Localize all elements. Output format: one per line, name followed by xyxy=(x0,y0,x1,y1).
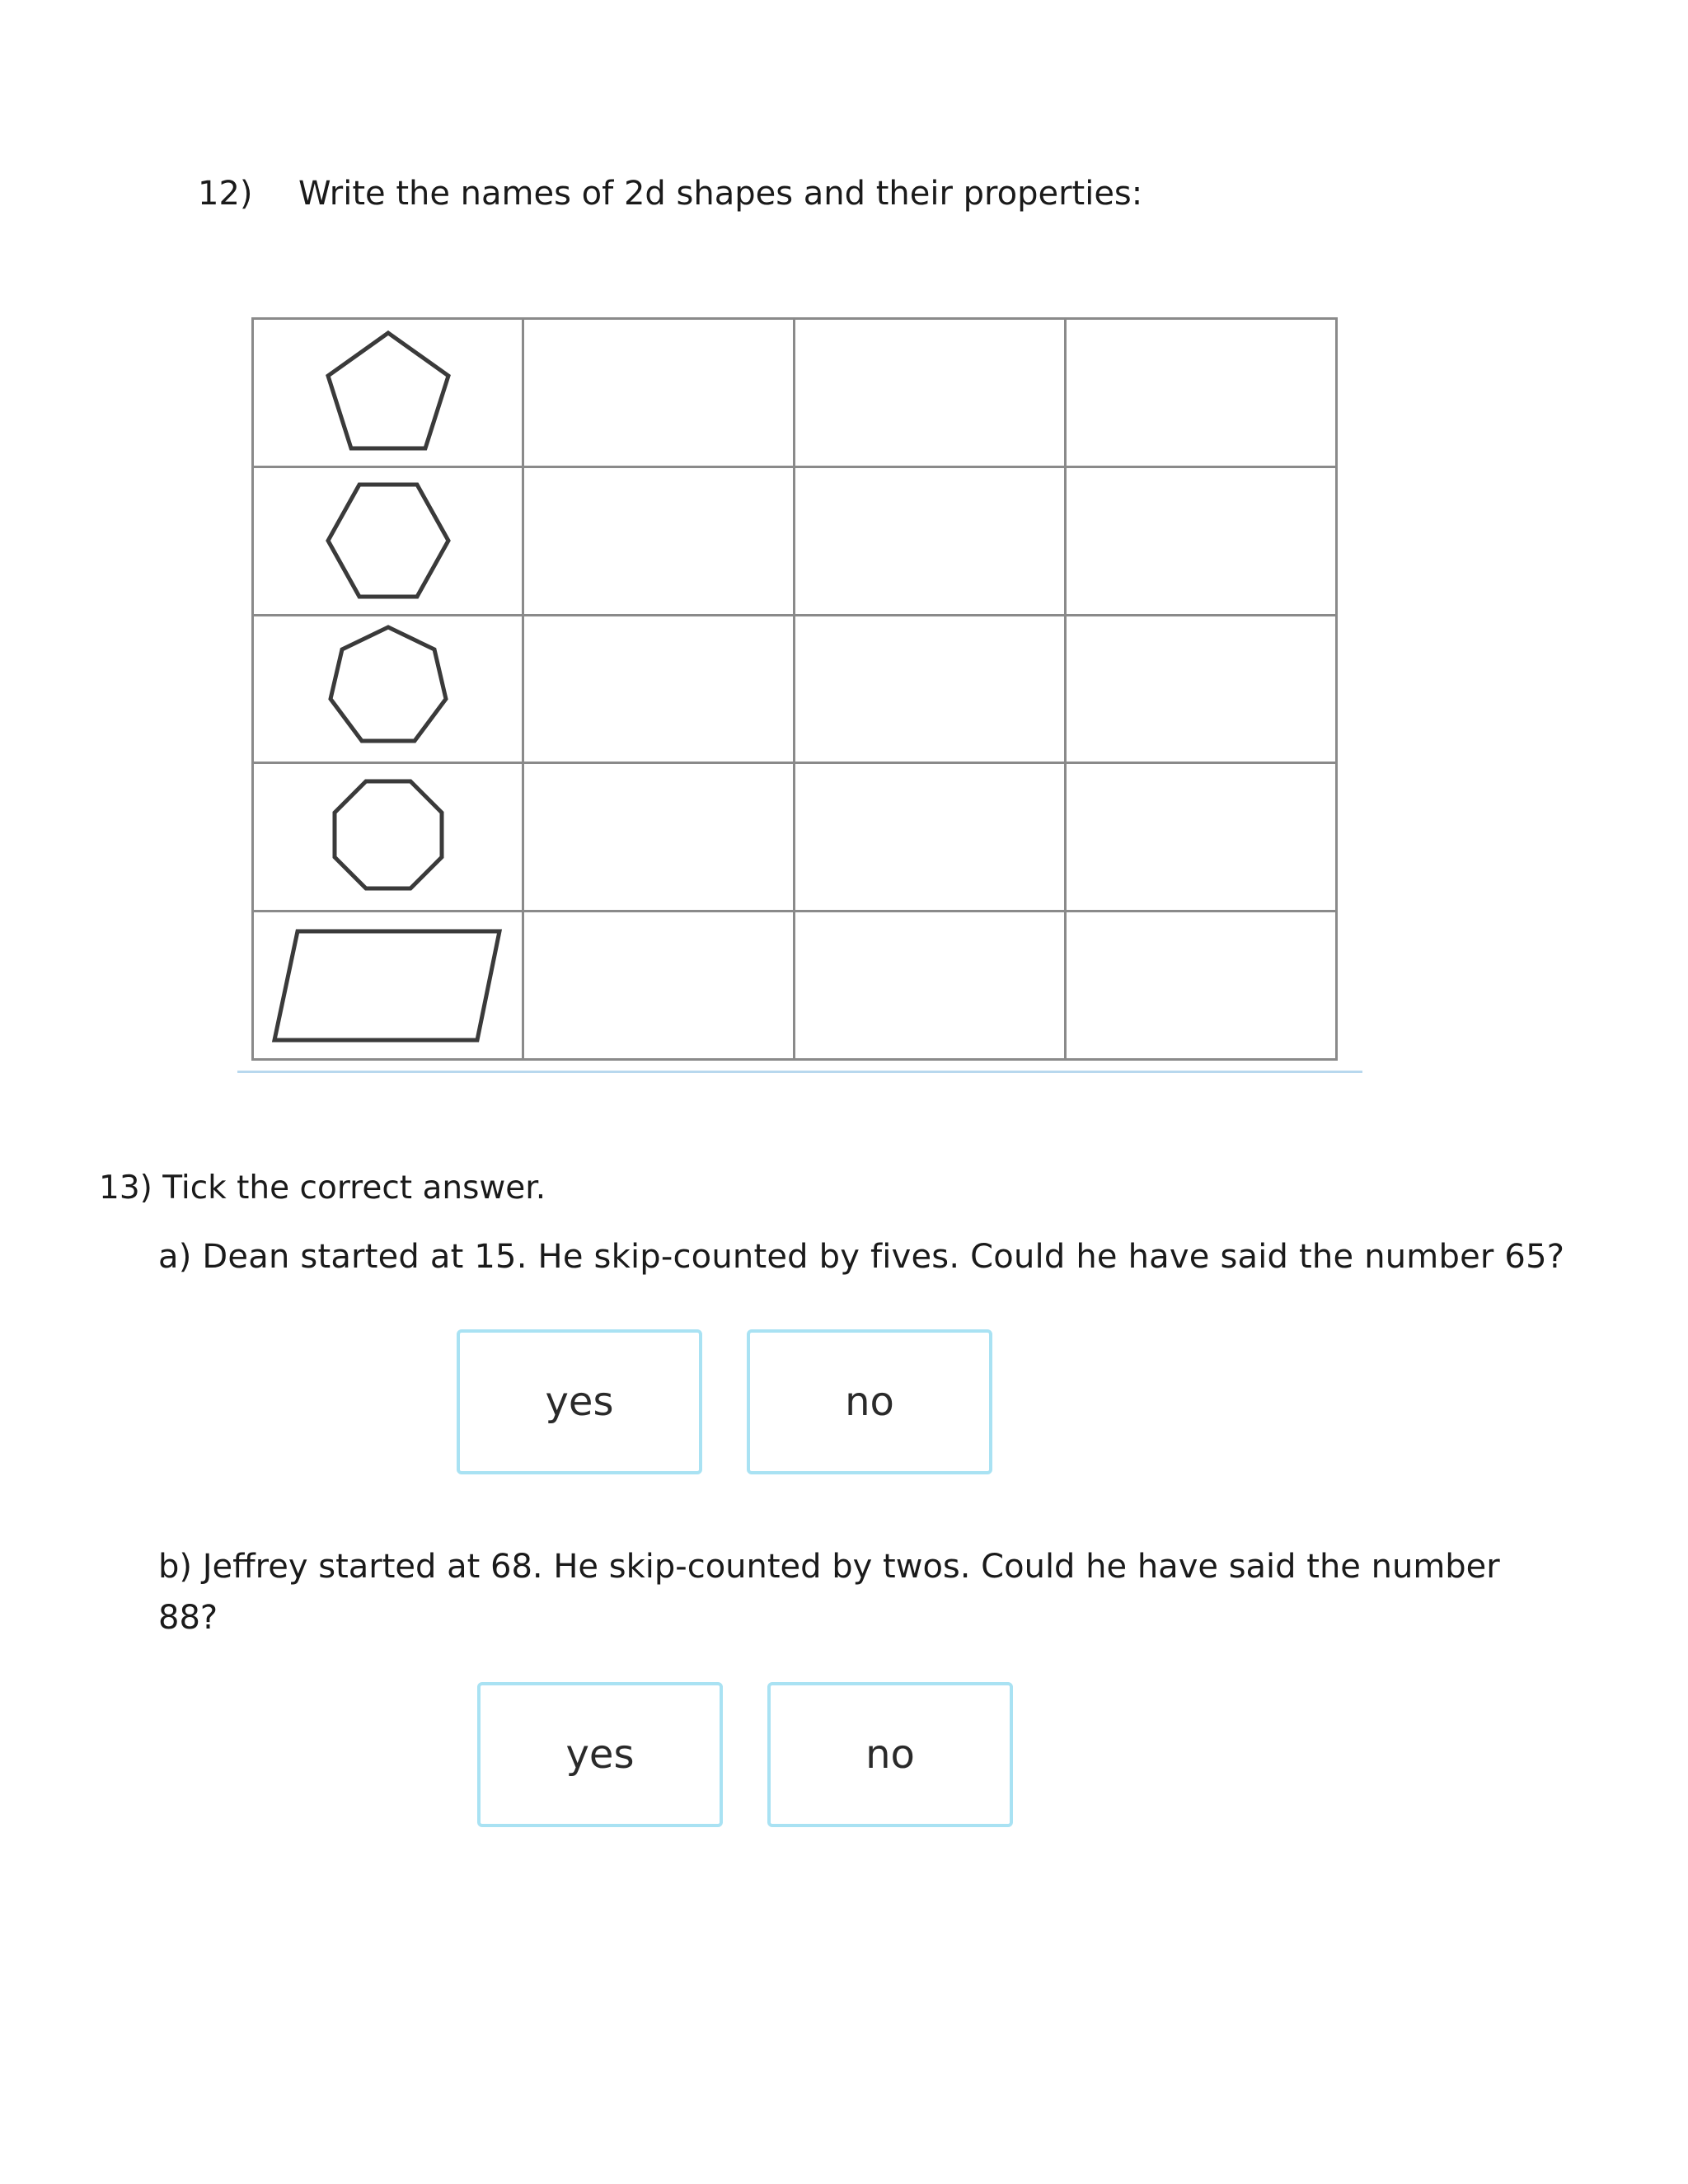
property-cell[interactable] xyxy=(1066,763,1337,912)
question-13-title: 13) Tick the correct answer. xyxy=(99,1169,546,1207)
octagon-icon xyxy=(318,771,458,903)
name-cell[interactable] xyxy=(523,615,795,763)
heptagon-icon xyxy=(318,621,458,757)
table-row xyxy=(253,615,1337,763)
answer-a-no-button[interactable]: no xyxy=(747,1329,992,1474)
property-cell[interactable] xyxy=(795,615,1066,763)
answer-a-yes-button[interactable]: yes xyxy=(457,1329,702,1474)
table-row xyxy=(253,319,1337,467)
property-cell[interactable] xyxy=(1066,319,1337,467)
table-row xyxy=(253,466,1337,615)
property-cell[interactable] xyxy=(795,319,1066,467)
shape-cell xyxy=(253,319,523,467)
table-row xyxy=(253,912,1337,1060)
shape-cell xyxy=(253,466,523,615)
property-cell[interactable] xyxy=(1066,615,1337,763)
property-cell[interactable] xyxy=(795,466,1066,615)
name-cell[interactable] xyxy=(523,912,795,1060)
pentagon-icon xyxy=(318,325,458,461)
property-cell[interactable] xyxy=(1066,466,1337,615)
question-12-number: 12) xyxy=(198,175,253,213)
divider xyxy=(237,1071,1362,1073)
name-cell[interactable] xyxy=(523,763,795,912)
name-cell[interactable] xyxy=(523,466,795,615)
question-12-prompt: Write the names of 2d shapes and their properties: xyxy=(298,175,1143,213)
property-cell[interactable] xyxy=(795,763,1066,912)
shape-cell xyxy=(253,912,523,1060)
property-cell[interactable] xyxy=(1066,912,1337,1060)
table-row xyxy=(253,763,1337,912)
shape-cell xyxy=(253,615,523,763)
name-cell[interactable] xyxy=(523,319,795,467)
answer-b-no-button[interactable]: no xyxy=(767,1682,1013,1827)
shapes-properties-table xyxy=(251,317,1338,1061)
question-13b-text: b) Jeffrey started at 68. He skip-counted by twos. Could he have said the number 88? xyxy=(158,1548,1500,1637)
shape-cell xyxy=(253,763,523,912)
question-13a-text: a) Dean started at 15. He skip-counted by fives. Could he have said the number 65? xyxy=(158,1238,1565,1276)
parallelogram-icon xyxy=(265,920,512,1052)
answer-b-yes-button[interactable]: yes xyxy=(477,1682,723,1827)
hexagon-icon xyxy=(318,475,458,607)
property-cell[interactable] xyxy=(795,912,1066,1060)
